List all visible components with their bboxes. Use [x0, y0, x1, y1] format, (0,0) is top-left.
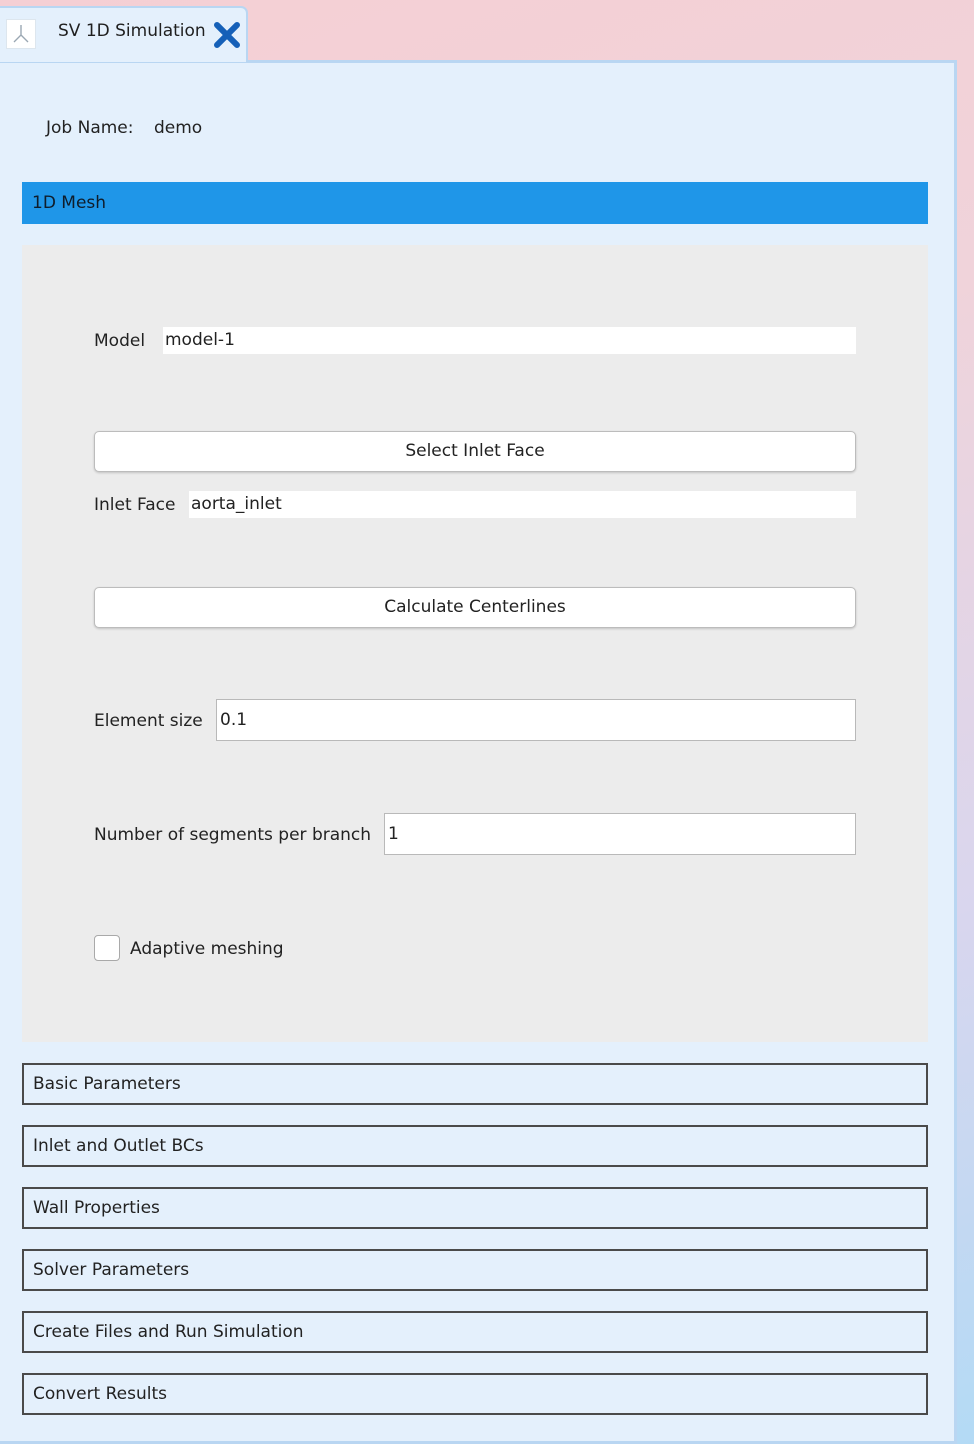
- tab-title: SV 1D Simulation: [58, 21, 206, 41]
- inlet-face-field[interactable]: aorta_inlet: [189, 491, 856, 518]
- segments-per-branch-input[interactable]: 1: [384, 813, 856, 855]
- model-field[interactable]: model-1: [163, 327, 856, 354]
- segments-per-branch-label: Number of segments per branch: [94, 825, 372, 845]
- section-header-1d-mesh[interactable]: 1D Mesh: [22, 182, 928, 224]
- section-header-solver-parameters[interactable]: Solver Parameters: [22, 1249, 928, 1291]
- adaptive-meshing-checkbox[interactable]: [94, 935, 120, 961]
- calculate-centerlines-button[interactable]: Calculate Centerlines: [94, 587, 856, 628]
- job-name-value: demo: [154, 118, 203, 138]
- section-header-basic-parameters[interactable]: Basic Parameters: [22, 1063, 928, 1105]
- model-label: Model: [94, 331, 146, 351]
- section-header-inlet-outlet-bcs[interactable]: Inlet and Outlet BCs: [22, 1125, 928, 1167]
- select-inlet-face-button[interactable]: Select Inlet Face: [94, 431, 856, 472]
- element-size-label: Element size: [94, 711, 203, 731]
- sv-logo-icon: [6, 19, 36, 49]
- section-header-convert-results[interactable]: Convert Results: [22, 1373, 928, 1415]
- simulation-tab[interactable]: [0, 6, 248, 62]
- section-header-create-files-run[interactable]: Create Files and Run Simulation: [22, 1311, 928, 1353]
- job-name-label: Job Name:: [46, 118, 134, 138]
- simulation-panel: [0, 60, 957, 1444]
- inlet-face-label: Inlet Face: [94, 495, 176, 515]
- section-header-wall-properties[interactable]: Wall Properties: [22, 1187, 928, 1229]
- adaptive-meshing-label[interactable]: Adaptive meshing: [130, 939, 284, 959]
- element-size-input[interactable]: 0.1: [216, 699, 856, 741]
- mesh-section-body: [22, 245, 928, 1042]
- close-x-icon[interactable]: [212, 20, 242, 50]
